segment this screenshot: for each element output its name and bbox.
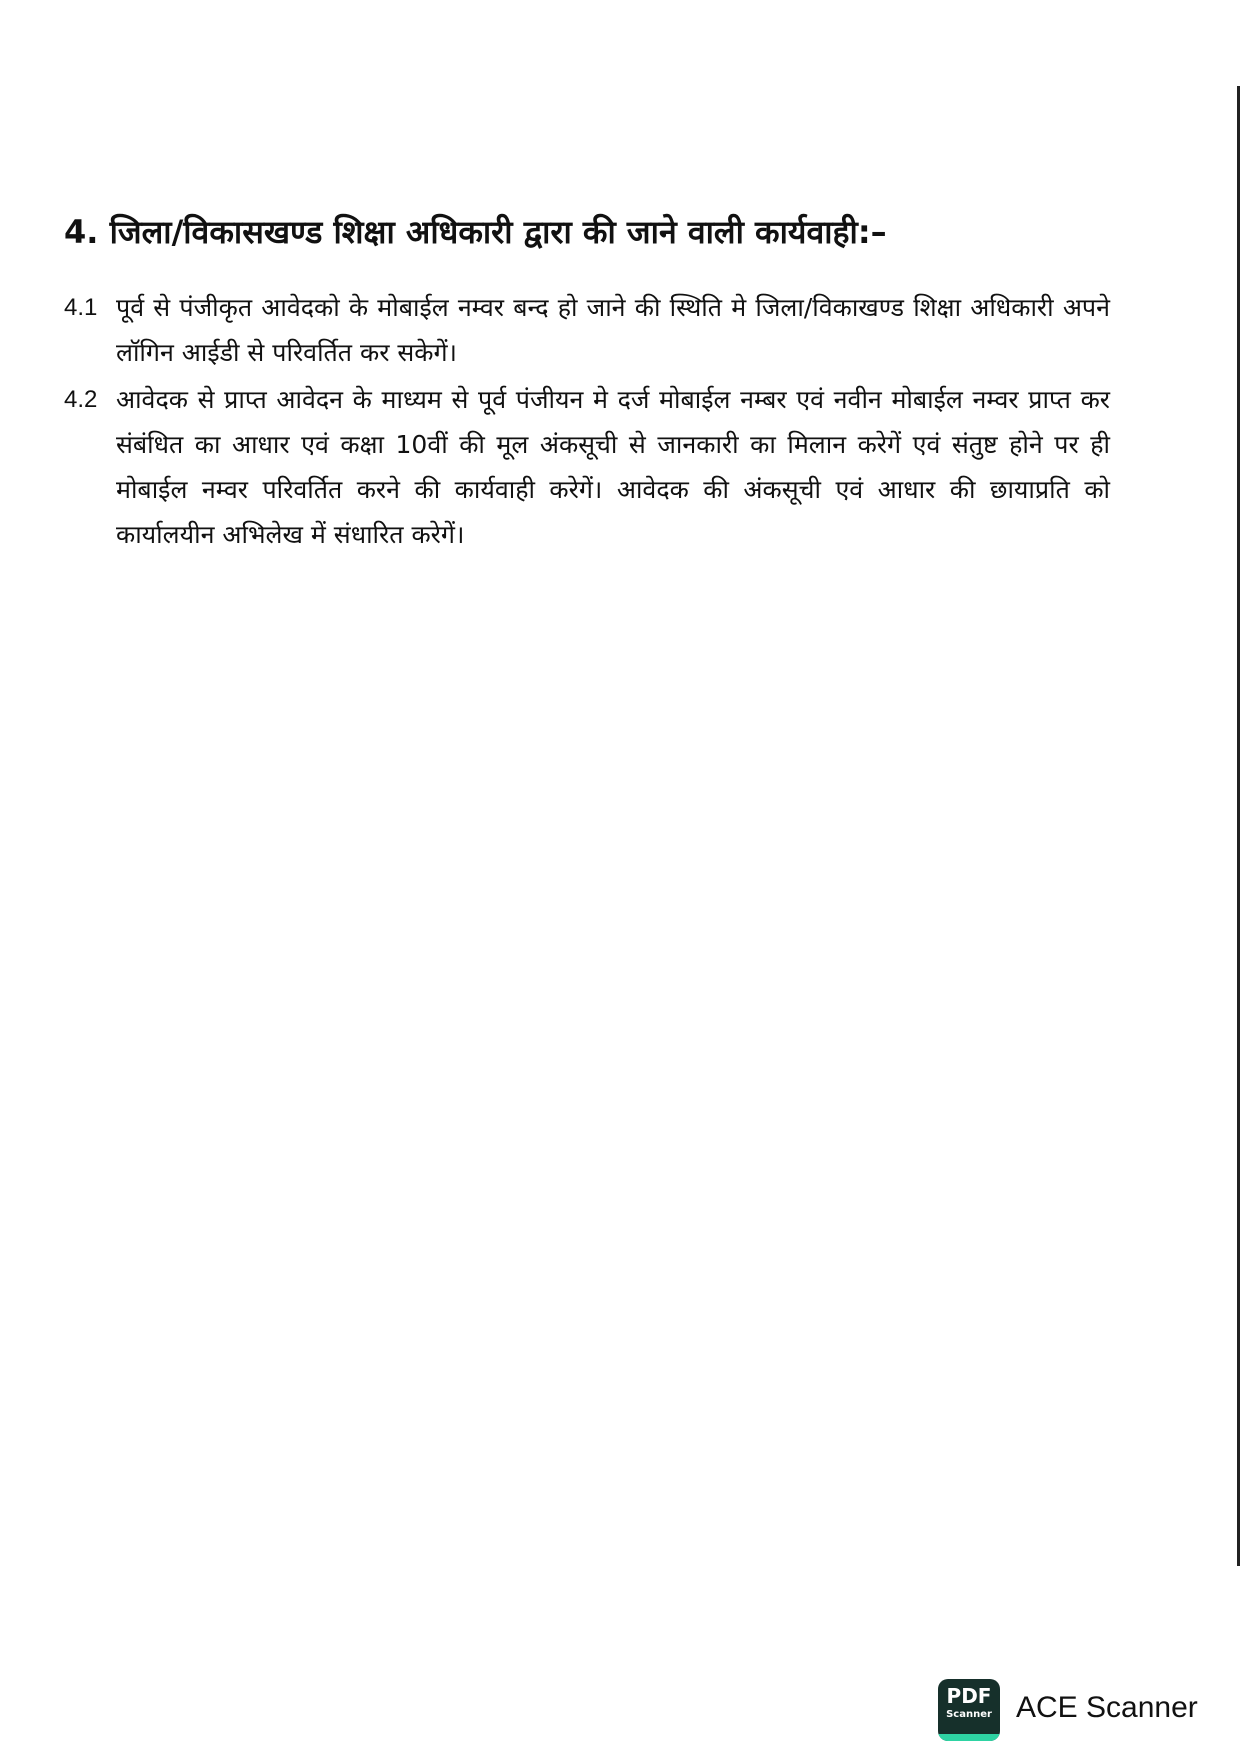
list-item [64,377,1110,557]
item-text: आवेदक से प्राप्त आवेदन के माध्यम से पूर्व पंजीयन मे दर्ज मोबाईल नम्बर एवं नवीन मोबाईल नम्वर प्राप्त कर संबंधित का आधार एवं कक्षा 10वीं की मूल अंकसूची से जानकारी का मिलान करेगें एवं संतुष्ट होने पर ही मोबाईल नम्वर परिवर्तित करने की कार्यवाही करेगें। आवेदक की अंकसूची एवं आधार की छायाप्रति को कार्यालयीन अभिलेख में संधारित करेगें। [116,385,1110,549]
pdf-scanner-logo-icon [938,1679,1000,1741]
item-number: 4.2 [64,386,98,413]
logo-text: PDF [946,1684,992,1708]
list-item [64,285,1110,375]
section-heading: 4. जिला/विकासखण्ड शिक्षा अधिकारी द्वारा की जाने वाली कार्यवाही:– [64,213,887,251]
item-number: 4.1 [64,294,98,321]
item-text: पूर्व से पंजीकृत आवेदको के मोबाईल नम्वर बन्द हो जाने की स्थिति मे जिला/विकाखण्ड शिक्षा अधिकारी अपने लॉगिन आईडी से परिवर्तित कर सकेगें। [116,293,1110,367]
logo-accent-band [938,1734,1000,1741]
scanner-brand-label: ACE Scanner [1016,1691,1198,1724]
page-edge-rule [1237,86,1240,1566]
logo-subtext: Scanner [946,1709,992,1720]
